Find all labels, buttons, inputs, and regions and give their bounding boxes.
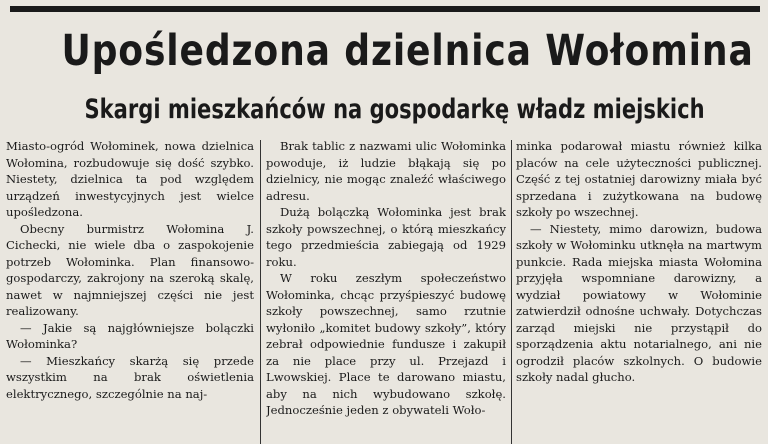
subheadline: Skargi mieszkańców na gospodarkę władz miejskich <box>84 94 705 125</box>
column-divider <box>511 140 512 444</box>
paragraph: Dużą bolączką Wołominka jest brak szkoły powszechnej, o którą mieszkańcy tego przedmieścia zabiegają od 1929 roku. <box>266 205 506 269</box>
article-column-1 <box>6 138 254 444</box>
headline: Upośledzona dzielnica Wołomina <box>61 26 754 76</box>
paragraph: Miasto-ogród Wołominek, nowa dzielnica Wołomina, rozbudowuje się dość szybko. Niestety, dzielnica ta pod względem urządzeń inwestycyjnych jest wielce upośledzona. <box>6 139 254 219</box>
paragraph: W roku zeszłym społeczeństwo Wołominka, chcąc przyśpieszyć budowę szkoły powszechnej, samo rzutnie wyłoniło „komitet budowy szkoły”, który zebrał odpowiednie fundusze i zakupił za nie place przy ul. Przejazd i Lwowskiej. Place te darowano miastu, aby na nich wybudowano szkołę. Jednocześnie jeden z obywateli Woło- <box>266 271 506 417</box>
paragraph: — Niestety, mimo darowizn, budowa szkoły w Wołominku utknęła na martwym punkcie. Rada miejska miasta Wołomina przyjęła wspomniane darowizny, a wydział powiatowy w Wołominie zatwierdził odnośne uchwały. Dotychczas zarząd miejski nie przystąpił do sporządzenia aktu notarialnego, ani nie ogrodził placów szkolnych. O budowie szkoły nadal głucho. <box>516 221 762 384</box>
article-column-3 <box>516 138 762 444</box>
top-rule <box>10 6 760 12</box>
column-divider <box>260 140 261 444</box>
paragraph: Obecny burmistrz Wołomina J. Cichecki, nie wiele dba o zaspokojenie potrzeb Wołominka. Plan finansowo-gospodarczy, zakrojony na szeroką skalę, nawet w najmniejszej części nie jest realizowany. <box>6 221 254 318</box>
paragraph: — Mieszkańcy skarżą się przede wszystkim na brak oświetlenia elektrycznego, szczególnie na naj- <box>6 353 254 401</box>
paragraph: — Jakie są najgłówniejsze bolączki Wołominka? <box>6 320 254 351</box>
paragraph: Brak tablic z nazwami ulic Wołominka powoduje, iż ludzie błąkają się po dzielnicy, nie mogąc znaleźć właściwego adresu. <box>266 139 506 203</box>
article-column-2 <box>266 138 506 444</box>
paragraph: minka podarował miastu również kilka placów na cele użyteczności publicznej. Część z tej ostatniej darowizny miała być sprzedana i zużytkowana na budowę szkoły po wszechnej. <box>516 139 762 219</box>
